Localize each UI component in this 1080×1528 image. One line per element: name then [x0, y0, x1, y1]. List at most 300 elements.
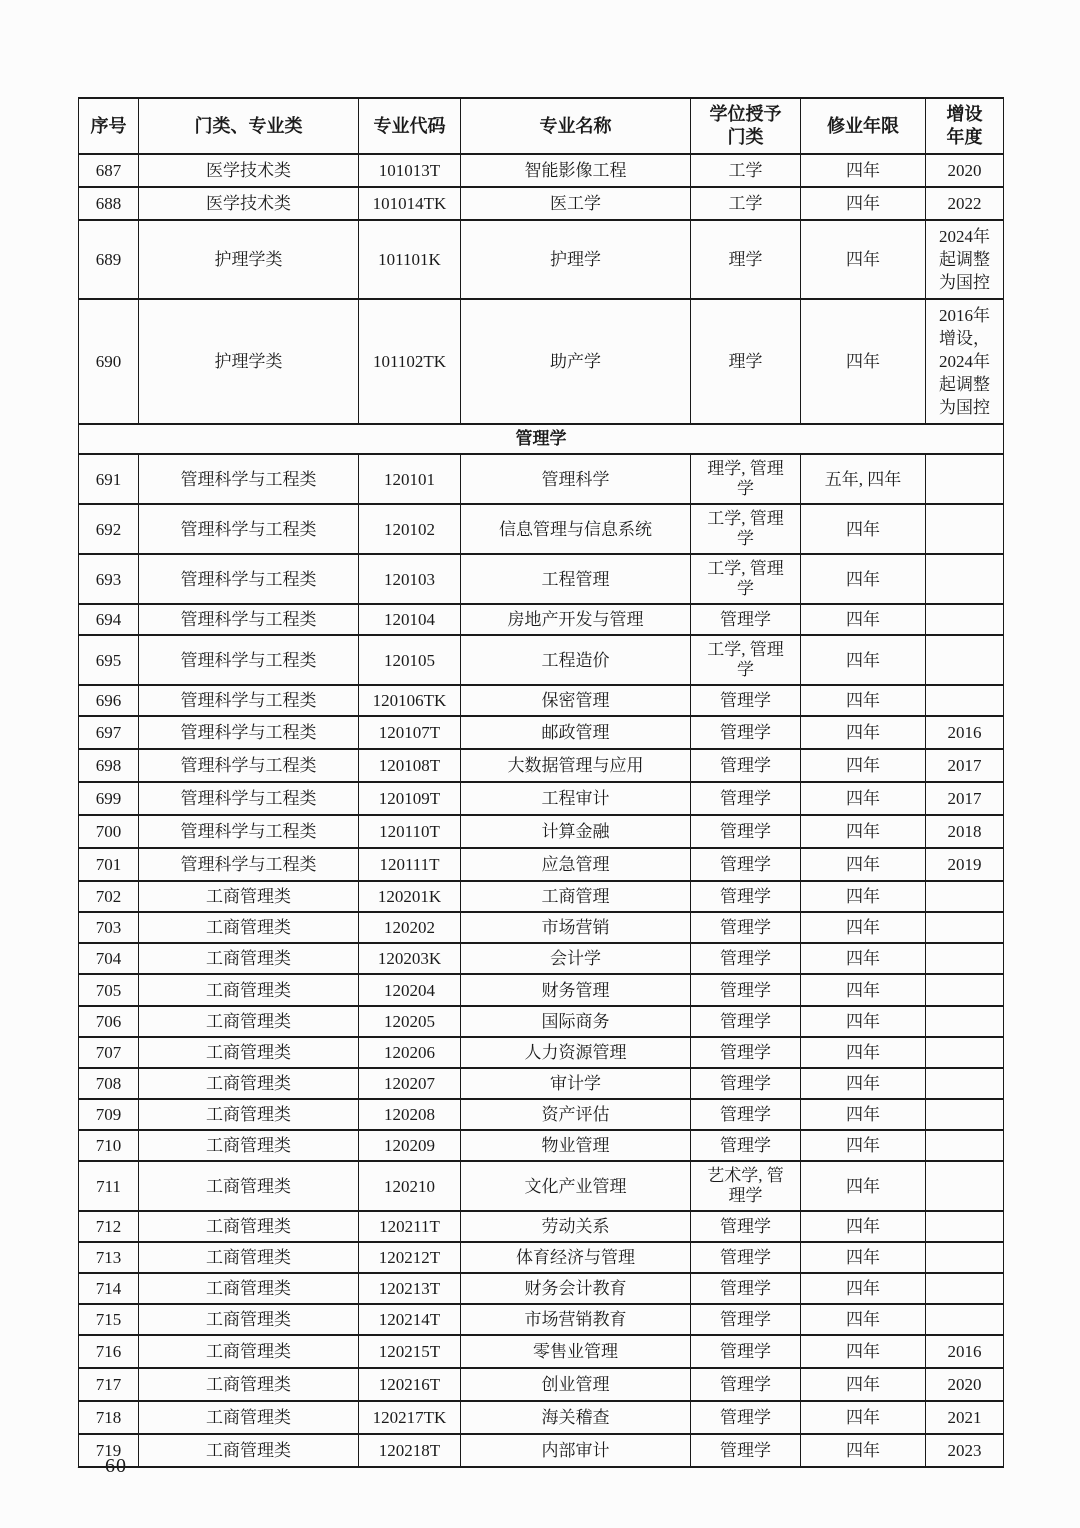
header-code-label: 专业代码 [373, 116, 446, 137]
cell-no-text: 705 [95, 980, 122, 1000]
cell-years-text: 四年 [846, 1342, 880, 1362]
cell-year-added [926, 604, 1004, 635]
cell-year-added [926, 749, 1004, 782]
table-row [79, 1211, 1004, 1242]
cell-no-text: 700 [95, 822, 122, 842]
cell-year-added-text: 2023 [947, 1441, 982, 1461]
cell-year-added-text: 2018 [947, 822, 982, 842]
cell-name [461, 299, 691, 424]
cell-category [139, 815, 359, 848]
cell-years-text: 四年 [846, 569, 880, 589]
cell-degree [691, 299, 801, 424]
cell-code [359, 943, 461, 974]
cell-code-text: 101013T [378, 161, 441, 181]
cell-degree [691, 1037, 801, 1068]
cell-years-text: 四年 [846, 1441, 880, 1461]
cell-years [801, 1037, 926, 1068]
cell-code-text: 120213T [378, 1279, 441, 1299]
cell-no-text: 713 [95, 1248, 122, 1268]
cell-code-text: 101102TK [372, 352, 447, 372]
cell-category-text: 工商管理类 [206, 887, 291, 907]
cell-no [79, 1161, 139, 1211]
cell-years [801, 974, 926, 1005]
cell-name-text: 审计学 [550, 1073, 601, 1093]
cell-years-text: 四年 [846, 855, 880, 875]
cell-no-text: 712 [95, 1217, 122, 1237]
cell-degree [691, 1335, 801, 1368]
cell-category-text: 工商管理类 [206, 1375, 291, 1395]
cell-years [801, 848, 926, 881]
cell-year-added [926, 1304, 1004, 1335]
cell-degree-text: 管理学 [720, 1104, 771, 1124]
cell-code-text: 120214T [378, 1310, 441, 1330]
cell-degree [691, 749, 801, 782]
cell-year-added-text: 2019 [947, 855, 982, 875]
cell-category-text: 管理科学与工程类 [180, 756, 317, 776]
cell-years [801, 220, 926, 299]
cell-code [359, 1273, 461, 1304]
cell-degree [691, 220, 801, 299]
cell-degree-text: 管理学 [720, 822, 771, 842]
cell-year-added [926, 1335, 1004, 1368]
cell-no-text: 704 [95, 949, 122, 969]
cell-no [79, 1068, 139, 1099]
cell-category-text: 管理科学与工程类 [180, 569, 317, 589]
header-year-added-label: 增设年度 [946, 104, 983, 147]
cell-years-text: 四年 [846, 1248, 880, 1268]
cell-no [79, 504, 139, 554]
table-row [79, 848, 1004, 881]
cell-years-text: 四年 [846, 650, 880, 670]
cell-years [801, 881, 926, 912]
cell-years-text: 四年 [846, 756, 880, 776]
cell-no-text: 696 [95, 691, 122, 711]
section-header: 管理学 [79, 424, 1004, 454]
cell-name [461, 848, 691, 881]
cell-years-text: 四年 [846, 352, 880, 372]
cell-category-text: 管理科学与工程类 [180, 723, 317, 743]
table-row [79, 635, 1004, 685]
cell-name [461, 635, 691, 685]
cell-no [79, 1368, 139, 1401]
cell-years-text: 四年 [846, 789, 880, 809]
cell-code-text: 120207 [384, 1073, 435, 1093]
cell-degree-text: 管理学 [720, 949, 771, 969]
cell-degree-text: 管理学 [720, 691, 771, 711]
cell-category [139, 1335, 359, 1368]
cell-year-added [926, 299, 1004, 424]
cell-name [461, 1401, 691, 1434]
cell-degree-text: 管理学 [720, 1408, 771, 1428]
cell-category-text: 工商管理类 [206, 1408, 291, 1428]
cell-no [79, 1242, 139, 1273]
cell-category [139, 1037, 359, 1068]
table-row [79, 1368, 1004, 1401]
cell-category-text: 管理科学与工程类 [180, 855, 317, 875]
cell-code-text: 120203K [377, 949, 442, 969]
cell-years [801, 454, 926, 504]
cell-years-text: 四年 [846, 519, 880, 539]
cell-degree-text: 工学 [728, 194, 763, 214]
cell-name [461, 220, 691, 299]
cell-category-text: 管理科学与工程类 [180, 691, 317, 711]
cell-code-text: 120210 [384, 1176, 435, 1196]
cell-degree-text: 艺术学, 管理学 [707, 1166, 784, 1206]
cell-name-text: 大数据管理与应用 [507, 756, 644, 776]
cell-name-text: 会计学 [550, 949, 601, 969]
table-row [79, 881, 1004, 912]
cell-no [79, 815, 139, 848]
cell-name [461, 749, 691, 782]
cell-year-added-text: 2020 [947, 161, 982, 180]
header-code [359, 98, 461, 154]
cell-no-text: 697 [95, 723, 122, 743]
cell-degree [691, 1434, 801, 1467]
cell-no [79, 974, 139, 1005]
header-no [79, 98, 139, 154]
table-header [79, 98, 1004, 154]
cell-years-text: 四年 [846, 1104, 880, 1124]
cell-name [461, 604, 691, 635]
table-row [79, 1099, 1004, 1130]
cell-code [359, 504, 461, 554]
cell-degree [691, 848, 801, 881]
cell-name-text: 市场营销教育 [524, 1310, 627, 1330]
cell-category-text: 工商管理类 [206, 1342, 291, 1362]
cell-category-text: 工商管理类 [206, 918, 291, 938]
cell-name-text: 创业管理 [541, 1375, 610, 1395]
cell-code-text: 120208 [384, 1104, 435, 1124]
cell-degree-text: 管理学 [720, 1248, 771, 1268]
cell-degree-text: 工学, 管理学 [707, 640, 784, 680]
cell-category [139, 974, 359, 1005]
cell-years [801, 187, 926, 220]
cell-degree [691, 1273, 801, 1304]
cell-code-text: 120218T [378, 1441, 441, 1461]
cell-no [79, 1335, 139, 1368]
cell-category [139, 716, 359, 749]
cell-years-text: 四年 [846, 1217, 880, 1237]
cell-years-text: 四年 [846, 1375, 880, 1395]
cell-year-added [926, 1037, 1004, 1068]
cell-code [359, 1006, 461, 1037]
cell-category [139, 1273, 359, 1304]
cell-degree-text: 工学 [728, 161, 763, 181]
cell-years [801, 815, 926, 848]
cell-category [139, 187, 359, 220]
table-row [79, 912, 1004, 943]
cell-degree [691, 943, 801, 974]
cell-year-added [926, 454, 1004, 504]
header-row [79, 98, 1004, 154]
cell-category [139, 1211, 359, 1242]
cell-years-text: 五年, 四年 [824, 469, 902, 489]
cell-name-text: 工程管理 [541, 569, 610, 589]
cell-code-text: 120101 [384, 469, 435, 489]
cell-degree-text: 理学 [728, 352, 763, 372]
cell-year-added [926, 1368, 1004, 1401]
cell-no-text: 698 [95, 756, 122, 776]
table-row [79, 299, 1004, 424]
cell-name [461, 504, 691, 554]
cell-year-added [926, 635, 1004, 685]
cell-code [359, 1211, 461, 1242]
cell-year-added-text: 2017 [947, 756, 982, 776]
cell-code-text: 120212T [378, 1248, 441, 1268]
cell-no-text: 717 [95, 1375, 122, 1395]
cell-no-text: 687 [95, 161, 122, 181]
cell-name-text: 内部审计 [541, 1441, 610, 1461]
cell-years [801, 1304, 926, 1335]
cell-name-text: 护理学 [550, 250, 601, 270]
cell-year-added-text: 2024年起调整为国控 [939, 227, 990, 292]
cell-years-text: 四年 [846, 887, 880, 907]
cell-degree [691, 881, 801, 912]
table-row [79, 1037, 1004, 1068]
cell-no-text: 691 [95, 469, 122, 489]
cell-years-text: 四年 [846, 250, 880, 270]
header-degree [691, 98, 801, 154]
cell-code [359, 881, 461, 912]
cell-degree [691, 1068, 801, 1099]
cell-year-added [926, 1130, 1004, 1161]
cell-category-text: 工商管理类 [206, 1217, 291, 1237]
cell-years [801, 1068, 926, 1099]
cell-year-added [926, 504, 1004, 554]
cell-name-text: 智能影像工程 [524, 161, 627, 181]
cell-code-text: 120103 [384, 569, 435, 589]
cell-name [461, 1335, 691, 1368]
cell-no [79, 1401, 139, 1434]
cell-name-text: 文化产业管理 [524, 1176, 627, 1196]
cell-category [139, 554, 359, 604]
cell-years-text: 四年 [846, 691, 880, 711]
cell-degree [691, 454, 801, 504]
cell-degree-text: 管理学 [720, 723, 771, 743]
cell-name-text: 工程审计 [541, 789, 610, 809]
cell-year-added [926, 716, 1004, 749]
cell-year-added [926, 1099, 1004, 1130]
cell-code-text: 120217TK [372, 1408, 447, 1428]
cell-name [461, 881, 691, 912]
cell-year-added [926, 1211, 1004, 1242]
table-row [79, 974, 1004, 1005]
cell-year-added [926, 912, 1004, 943]
cell-degree [691, 912, 801, 943]
cell-years-text: 四年 [846, 161, 880, 181]
table-row [79, 1401, 1004, 1434]
cell-degree [691, 154, 801, 187]
cell-category-text: 工商管理类 [206, 1441, 291, 1461]
cell-name [461, 1273, 691, 1304]
cell-category [139, 1434, 359, 1467]
cell-degree-text: 管理学 [720, 855, 771, 875]
cell-category [139, 685, 359, 716]
cell-no [79, 1304, 139, 1335]
cell-degree-text: 工学, 管理学 [707, 559, 784, 598]
header-degree-label: 学位授予门类 [709, 104, 782, 147]
cell-no-text: 688 [95, 194, 122, 214]
cell-category-text: 管理科学与工程类 [180, 789, 317, 809]
cell-degree-text: 管理学 [720, 1073, 771, 1093]
cell-name [461, 1130, 691, 1161]
cell-name [461, 554, 691, 604]
cell-name [461, 716, 691, 749]
table-row [79, 1006, 1004, 1037]
cell-code [359, 749, 461, 782]
cell-category [139, 848, 359, 881]
cell-name [461, 187, 691, 220]
cell-category-text: 工商管理类 [206, 980, 291, 1000]
cell-code-text: 120211T [379, 1217, 440, 1237]
cell-no-text: 702 [95, 887, 122, 907]
cell-no [79, 454, 139, 504]
cell-name-text: 医工学 [550, 194, 601, 214]
cell-no-text: 707 [95, 1042, 122, 1062]
cell-years-text: 四年 [846, 918, 880, 938]
cell-degree-text: 管理学 [720, 1342, 771, 1362]
cell-category [139, 1006, 359, 1037]
table-row [79, 1242, 1004, 1273]
cell-degree [691, 1304, 801, 1335]
cell-degree-text: 管理学 [720, 1375, 771, 1395]
cell-name [461, 1099, 691, 1130]
cell-years-text: 四年 [846, 1136, 880, 1156]
cell-code [359, 1068, 461, 1099]
cell-code-text: 120105 [384, 650, 435, 670]
cell-years [801, 1130, 926, 1161]
cell-years [801, 635, 926, 685]
table-row [79, 1434, 1004, 1467]
cell-name-text: 市场营销 [541, 918, 610, 938]
cell-code [359, 1401, 461, 1434]
cell-name-text: 工程造价 [541, 650, 610, 670]
cell-name [461, 454, 691, 504]
page-number: — 60 — [78, 1455, 154, 1477]
cell-code [359, 154, 461, 187]
cell-category-text: 护理学类 [214, 250, 283, 270]
cell-degree-text: 管理学 [720, 1042, 771, 1062]
cell-no [79, 716, 139, 749]
table-row [79, 504, 1004, 554]
cell-category-text: 工商管理类 [206, 1073, 291, 1093]
cell-code-text: 120106TK [372, 691, 447, 711]
cell-no-text: 719 [95, 1441, 122, 1461]
cell-degree [691, 1161, 801, 1211]
cell-degree-text: 管理学 [720, 1441, 771, 1461]
cell-no-text: 694 [95, 610, 122, 630]
cell-category-text: 工商管理类 [206, 1248, 291, 1268]
cell-category [139, 1161, 359, 1211]
cell-year-added [926, 848, 1004, 881]
cell-code [359, 716, 461, 749]
table-row [79, 1273, 1004, 1304]
cell-code [359, 187, 461, 220]
cell-code-text: 120202 [384, 918, 435, 938]
majors-table [78, 97, 1004, 1468]
cell-years [801, 1368, 926, 1401]
cell-category [139, 1130, 359, 1161]
cell-name [461, 1161, 691, 1211]
table-row [79, 1161, 1004, 1211]
cell-code-text: 120110T [379, 822, 440, 842]
cell-code [359, 1161, 461, 1211]
cell-no-text: 701 [95, 855, 122, 875]
cell-year-added [926, 685, 1004, 716]
cell-no-text: 718 [95, 1408, 122, 1428]
cell-category-text: 工商管理类 [206, 1176, 291, 1196]
cell-code-text: 120102 [384, 519, 435, 539]
cell-degree-text: 管理学 [720, 1136, 771, 1156]
table-row [79, 454, 1004, 504]
table-row [79, 220, 1004, 299]
cell-degree [691, 1401, 801, 1434]
cell-degree-text: 管理学 [720, 1279, 771, 1299]
cell-no [79, 1211, 139, 1242]
cell-category-text: 管理科学与工程类 [180, 650, 317, 670]
cell-no [79, 1130, 139, 1161]
cell-name-text: 工商管理 [541, 887, 610, 907]
cell-years [801, 1161, 926, 1211]
table-row [79, 1130, 1004, 1161]
cell-name-text: 计算金融 [541, 822, 610, 842]
cell-no [79, 1099, 139, 1130]
cell-degree [691, 1368, 801, 1401]
cell-no [79, 1006, 139, 1037]
cell-year-added [926, 154, 1004, 187]
cell-category [139, 1401, 359, 1434]
cell-name-text: 助产学 [550, 352, 601, 372]
cell-year-added [926, 187, 1004, 220]
cell-no [79, 881, 139, 912]
cell-no-text: 706 [95, 1011, 122, 1031]
cell-name-text: 人力资源管理 [524, 1042, 627, 1062]
header-category [139, 98, 359, 154]
cell-category-text: 工商管理类 [206, 949, 291, 969]
cell-name-text: 零售业管理 [533, 1342, 618, 1362]
cell-name [461, 974, 691, 1005]
table-row [79, 604, 1004, 635]
cell-year-added [926, 782, 1004, 815]
cell-category [139, 1368, 359, 1401]
cell-name-text: 资产评估 [541, 1104, 610, 1124]
cell-no-text: 714 [95, 1279, 122, 1299]
cell-years [801, 1335, 926, 1368]
cell-code [359, 1304, 461, 1335]
cell-code-text: 120209 [384, 1136, 435, 1156]
cell-years-text: 四年 [846, 1310, 880, 1330]
cell-category-text: 工商管理类 [206, 1310, 291, 1330]
cell-degree-text: 管理学 [720, 1310, 771, 1330]
cell-degree [691, 1242, 801, 1273]
cell-years [801, 716, 926, 749]
cell-degree [691, 716, 801, 749]
cell-year-added [926, 881, 1004, 912]
cell-no-text: 708 [95, 1073, 122, 1093]
cell-years-text: 四年 [846, 1042, 880, 1062]
cell-degree [691, 782, 801, 815]
cell-years [801, 1242, 926, 1273]
cell-years-text: 四年 [846, 949, 880, 969]
cell-years [801, 943, 926, 974]
cell-year-added [926, 1273, 1004, 1304]
cell-no [79, 554, 139, 604]
cell-degree-text: 理学 [728, 250, 763, 270]
cell-code [359, 685, 461, 716]
cell-code [359, 1037, 461, 1068]
cell-code [359, 782, 461, 815]
cell-code-text: 120107T [378, 723, 441, 743]
